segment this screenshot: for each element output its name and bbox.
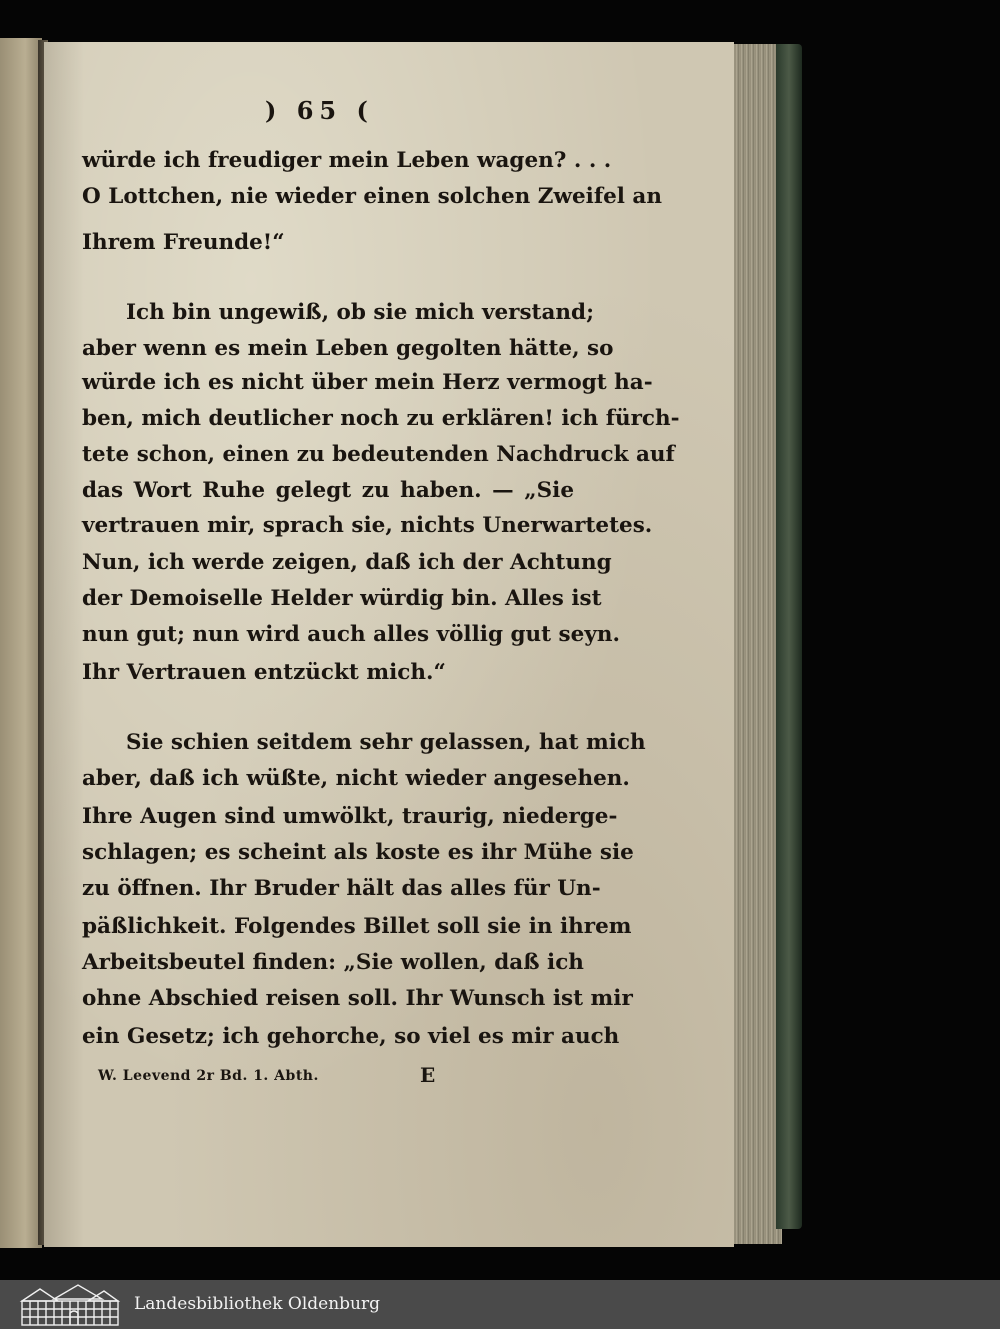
text-line: tete schon, einen zu bedeutenden Nachdruck auf — [82, 442, 675, 467]
text-line: nun gut; nun wird auch alles völlig gut seyn. — [82, 622, 620, 647]
book-cover-edge — [776, 44, 802, 1229]
text-line: würde ich freudiger mein Leben wagen? . . . — [82, 148, 612, 173]
text-line: aber, daß ich wüßte, nicht wieder angesehen. — [82, 766, 630, 791]
text-line: aber wenn es mein Leben gegolten hätte, so — [82, 336, 614, 361]
signature-mark: E — [420, 1063, 436, 1087]
library-footer-bar — [0, 1280, 1000, 1329]
library-building-icon — [18, 1283, 122, 1327]
text-line: Ihrem Freunde!“ — [82, 230, 285, 255]
text-line: O Lottchen, nie wieder einen solchen Zweifel an — [82, 184, 662, 209]
text-line: Nun, ich werde zeigen, daß ich der Achtung — [82, 550, 612, 575]
text-line: das Wort Ruhe gelegt zu haben. — „Sie — [82, 478, 574, 503]
text-line: ben, mich deutlicher noch zu erklären! ich fürch- — [82, 406, 680, 431]
text-line: Sie schien seitdem sehr gelassen, hat mich — [126, 730, 646, 755]
printer-signature: W. Leevend 2r Bd. 1. Abth. — [98, 1068, 319, 1084]
text-line: Arbeitsbeutel finden: „Sie wollen, daß ich — [82, 950, 584, 975]
page-number: ) 65 ( — [265, 96, 374, 125]
text-line: päßlichkeit. Folgendes Billet soll sie in ihrem — [82, 914, 632, 939]
text-line: der Demoiselle Helder würdig bin. Alles ist — [82, 586, 602, 611]
text-line: zu öffnen. Ihr Bruder hält das alles für Un- — [82, 876, 601, 901]
text-line: ein Gesetz; ich gehorche, so viel es mir auch — [82, 1024, 620, 1049]
text-line: ohne Abschied reisen soll. Ihr Wunsch ist mir — [82, 986, 633, 1011]
library-name: Landesbibliothek Oldenburg — [134, 1294, 381, 1314]
text-line: Ich bin ungewiß, ob sie mich verstand; — [126, 300, 595, 325]
text-line: würde ich es nicht über mein Herz vermogt ha- — [82, 370, 653, 395]
text-line: Ihr Vertrauen entzückt mich.“ — [82, 660, 446, 685]
text-line: Ihre Augen sind umwölkt, traurig, niederge- — [82, 804, 618, 829]
text-line: schlagen; es scheint als koste es ihr Mühe sie — [82, 840, 634, 865]
text-line: vertrauen mir, sprach sie, nichts Unerwartetes. — [82, 513, 653, 538]
left-page-edge — [0, 38, 42, 1248]
